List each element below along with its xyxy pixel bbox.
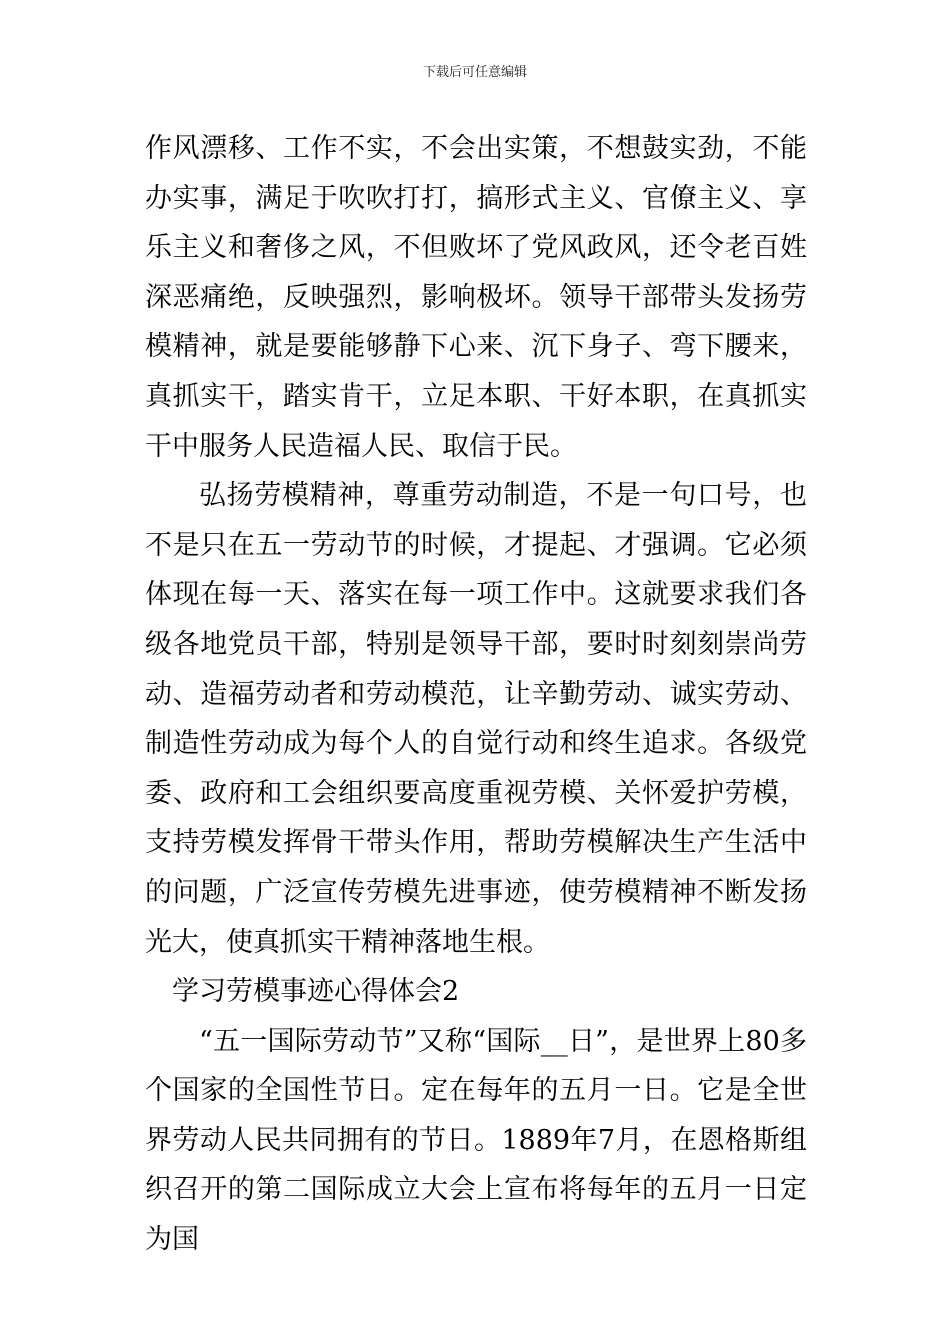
section-heading: 学习劳模事迹心得体会2	[172, 976, 460, 1008]
paragraph-3: “五一国际劳动节”又称“国际__日”，是世界上80多个国家的全国性节日。定在每年的五月一日。它是全世界劳动人民共同拥有的节日。1889年7月，在恩格斯组织召开的第二国际成立大会上宣布将每年的五月一日定为国	[145, 1025, 807, 1256]
document-body	[145, 124, 807, 1265]
paragraph-2: 弘扬劳模精神，尊重劳动制造，不是一句口号，也不是只在五一劳动节的时候，才提起、才强调。它必须体现在每一天、落实在每一项工作中。这就要求我们各级各地党员干部，特别是领导干部，要时时刻刻崇尚劳动、造福劳动者和劳动模范，让辛勤劳动、诚实劳动、制造性劳动成为每个人的自觉行动和终生追求。各级党委、政府和工会组织要高度重视劳模、关怀爱护劳模，支持劳模发挥骨干带头作用，帮助劳模解决生产生活中的问题，广泛宣传劳模先进事迹，使劳模精神不断发扬光大，使真抓实干精神落地生根。	[145, 480, 807, 958]
page-header-note: 下载后可任意编辑	[422, 65, 527, 80]
paragraph-1: 作风漂移、工作不实，不会出实策，不想鼓实劲，不能办实事，满足于吹吹打打，搞形式主义、官僚主义、享乐主义和奢侈之风，不但败坏了党风政风，还令老百姓深恶痛绝，反映强烈，影响极坏。领导干部带头发扬劳模精神，就是要能够静下心来、沉下身子、弯下腰来，真抓实干，踏实肯干，立足本职、干好本职，在真抓实干中服务人民造福人民、取信于民。	[145, 133, 807, 462]
